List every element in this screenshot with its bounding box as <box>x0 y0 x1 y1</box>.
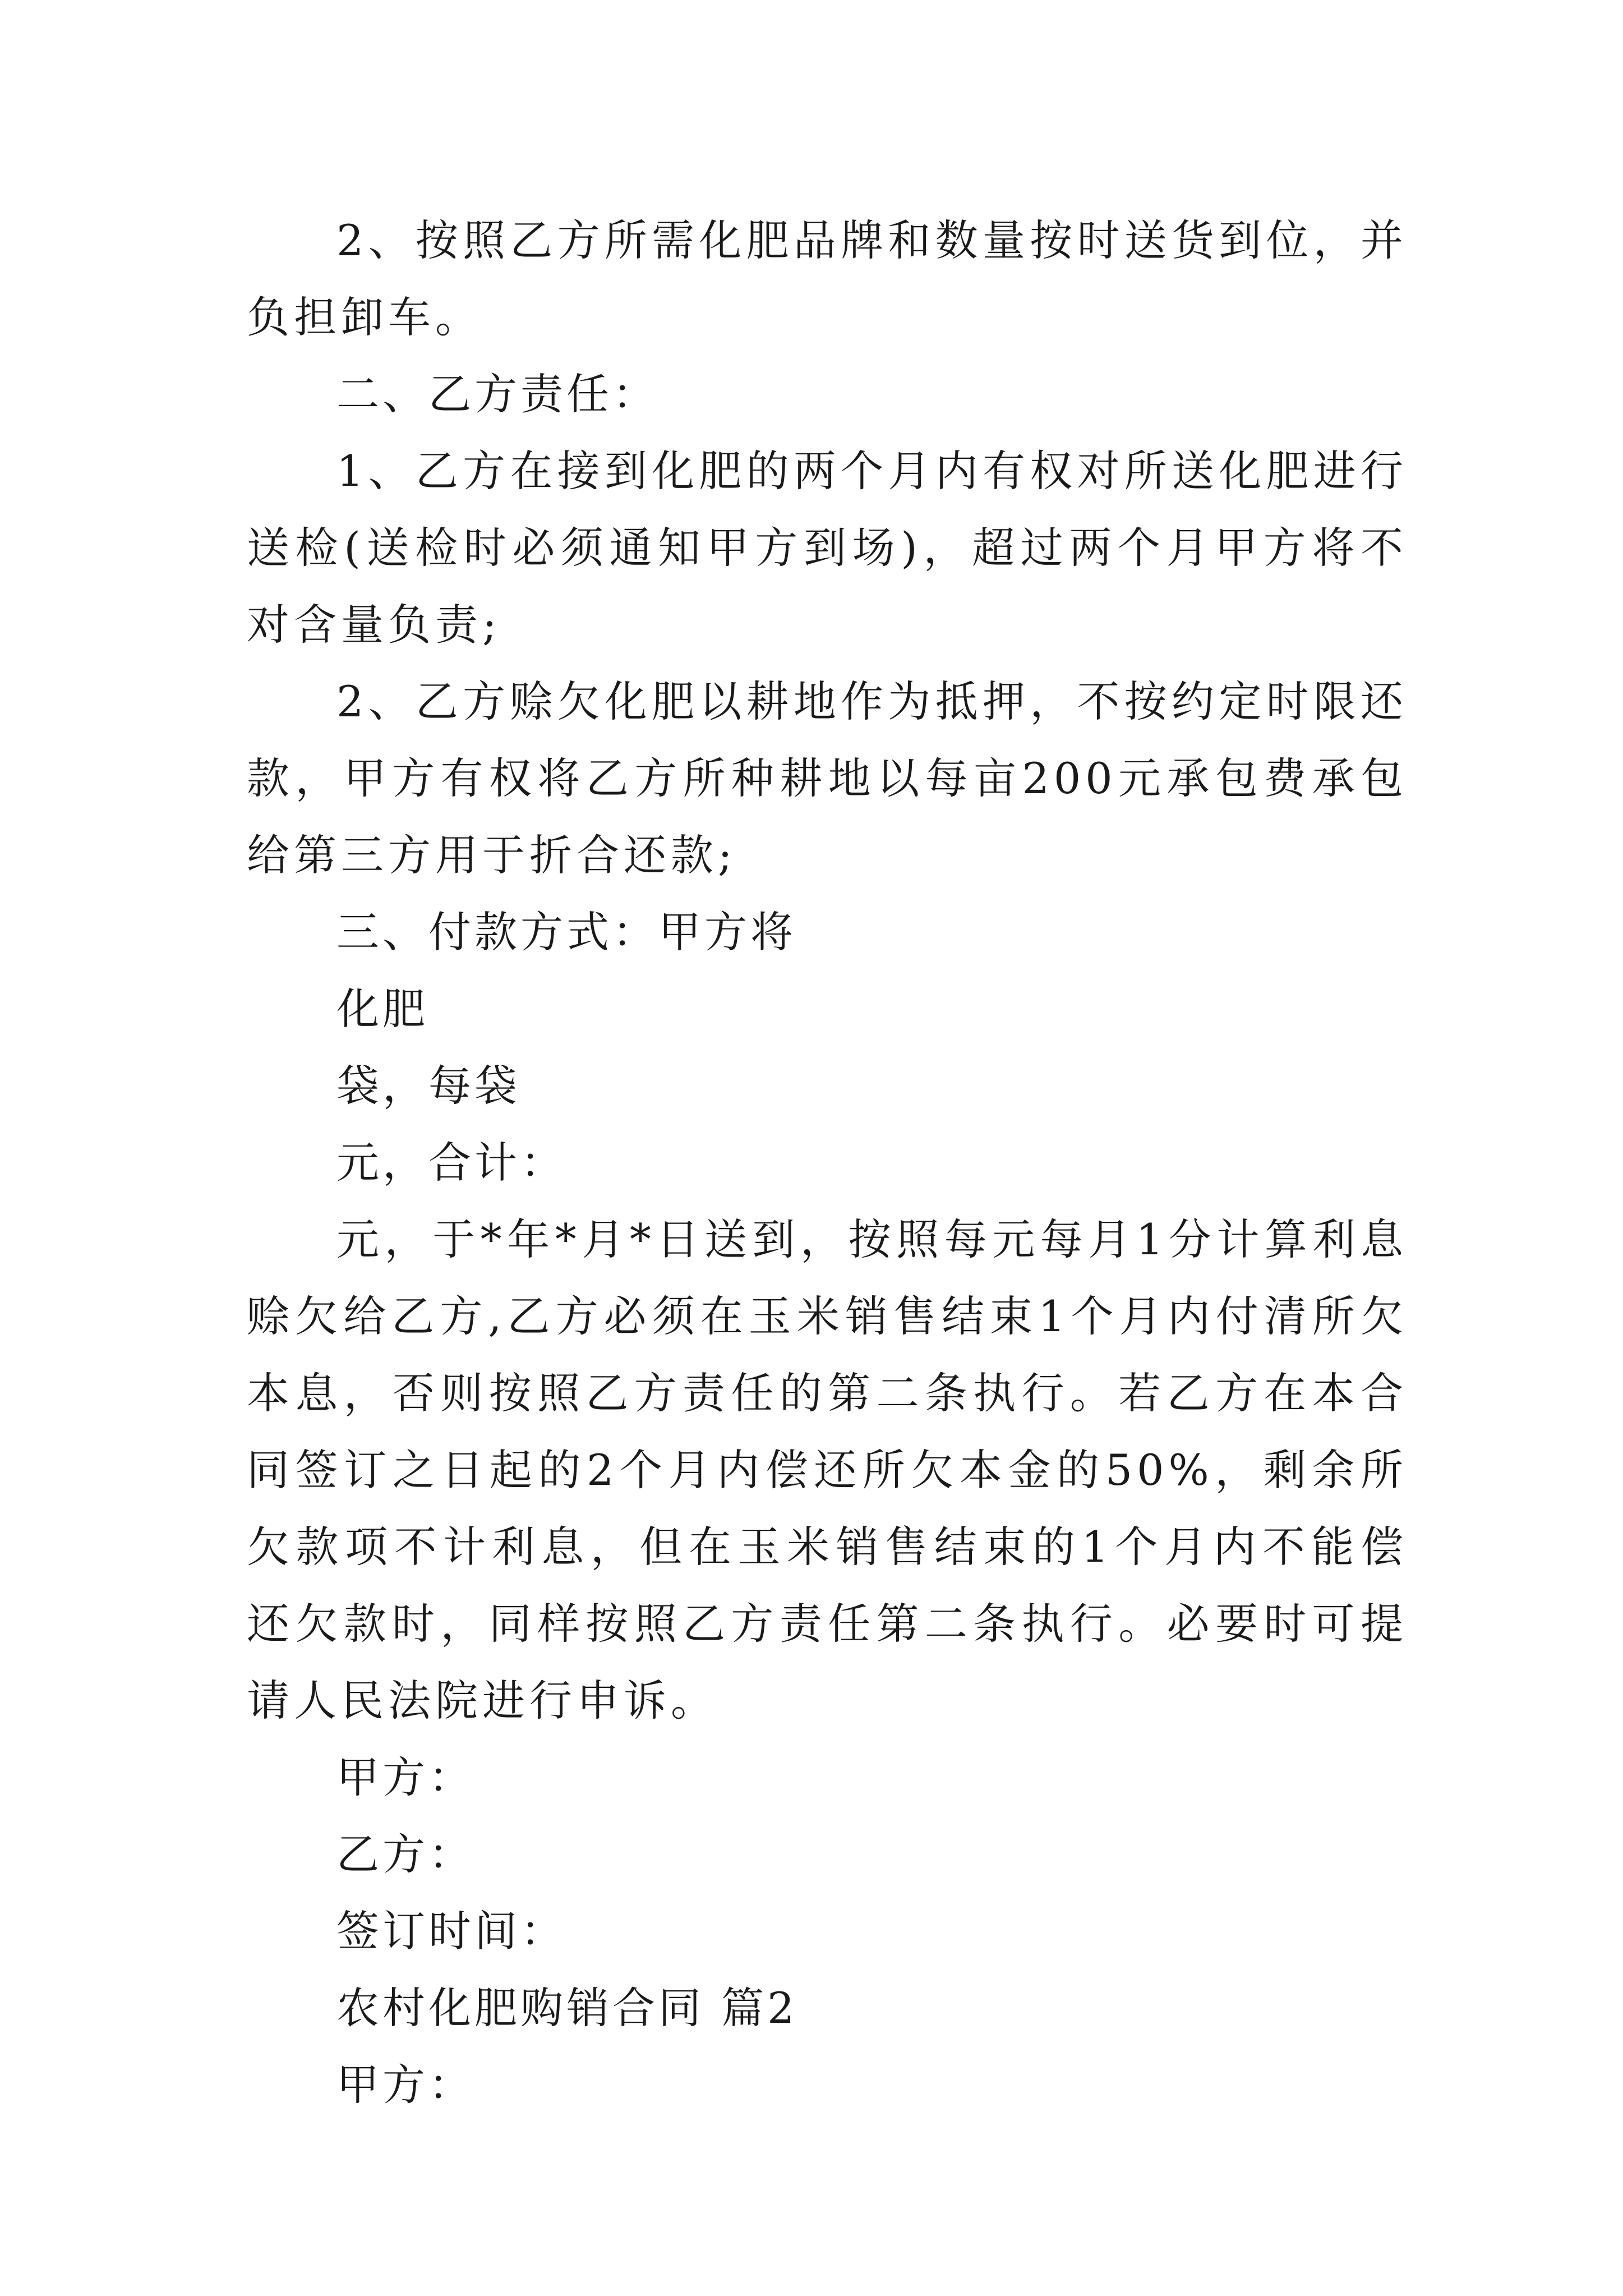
paragraph-payment-terms: 元，于*年*月*日送到，按照每元每月1分计算利息赊欠给乙方,乙方必须在玉米销售结束1个月内付清所欠本息，否则按照乙方责任的第二条执行。若乙方在本合同签订之日起的2个月内偿还所欠本金的50%，剩余所欠款项不计利息，但在玉米销售结束的1个月内不能偿还欠款时，同样按照乙方责任第二条执行。必要时可提请人民法院进行申诉。 <box>247 1214 1408 1726</box>
line-fertilizer: 化肥 <box>336 984 428 1034</box>
signing-date: 签订时间： <box>336 1906 566 1956</box>
line-bags-per-bag: 袋，每袋 <box>336 1061 520 1111</box>
document-body <box>247 202 1408 2123</box>
signature-party-b: 乙方： <box>336 1829 474 1879</box>
paragraph-collateral-clause: 2、乙方赊欠化肥以耕地作为抵押，不按约定时限还款，甲方有权将乙方所种耕地以每亩200元承包费承包给第三方用于折合还款; <box>247 677 1408 880</box>
signature-party-a: 甲方： <box>336 1752 474 1802</box>
section-title-part-2: 农村化肥购销合同 篇2 <box>336 1983 798 2033</box>
heading-party-b-responsibility: 二、乙方责任： <box>336 369 658 419</box>
party-a-label: 甲方： <box>336 2060 474 2110</box>
line-yuan-total: 元，合计： <box>336 1138 566 1188</box>
heading-payment-method: 三、付款方式：甲方将 <box>336 907 796 957</box>
paragraph-inspection-clause: 1、乙方在接到化肥的两个月内有权对所送化肥进行送检(送检时必须通知甲方到场)，超过两个月甲方将不对含量负责; <box>247 446 1408 650</box>
paragraph-delivery-clause: 2、按照乙方所需化肥品牌和数量按时送货到位，并负担卸车。 <box>247 215 1408 342</box>
